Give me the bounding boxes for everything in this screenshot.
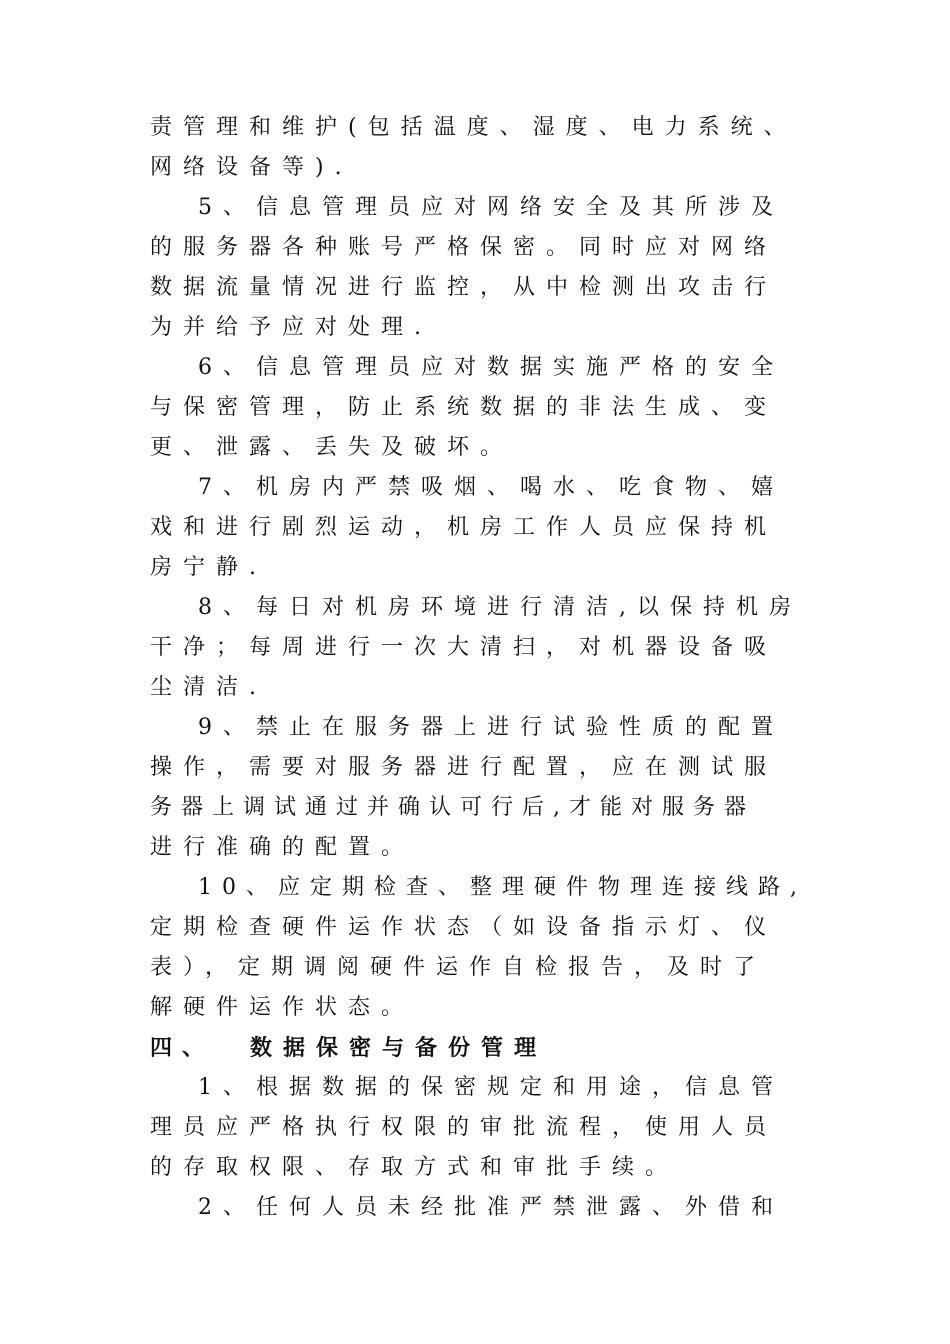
text-line: 尘清洁. [150,675,267,700]
text-line: 责管理和维护(包括温度、湿度、电力系统、 [150,115,797,140]
text-line: 的存取权限、存取方式和审批手续。 [150,1155,679,1180]
text-line: 为并给予应对处理. [150,315,432,340]
text-line: 务器上调试通过并确认可行后,才能对服务器 [150,795,755,820]
text-line: 1、根据数据的保密规定和用途，信息管 [198,1075,784,1100]
text-line: 干净；每周进行一次大清扫，对机器设备吸 [150,635,778,660]
section-number: 四、 [150,1035,215,1061]
text-line: 操作，需要对服务器进行配置，应在测试服 [150,755,778,780]
text-line: 数据流量情况进行监控，从中检测出攻击行 [150,275,778,300]
section-title: 数据保密与备份管理 [250,1035,548,1061]
text-line: 进行准确的配置。 [150,835,415,860]
text-line: 表），定期调阅硬件运作自检报告，及时了 [150,955,767,980]
text-line: 房宁静. [150,555,267,580]
text-line: 7、机房内严禁吸烟、喝水、吃食物、嬉 [198,475,784,500]
text-line: 戏和进行剧烈运动，机房工作人员应保持机 [150,515,778,540]
text-line: 与保密管理，防止系统数据的非法生成、变 [150,395,778,420]
text-line: 定期检查硬件运作状态（如设备指示灯、仪 [150,915,778,940]
text-line: 解硬件运作状态。 [150,995,415,1020]
text-line: 10、应定期检查、整理硬件物理连接线路, [198,875,807,900]
text-line: 更、泄露、丢失及破坏。 [150,435,514,460]
text-line: 网络设备等). [150,155,353,180]
text-line: 6、信息管理员应对数据实施严格的安全 [198,355,784,380]
text-line: 9、禁止在服务器上进行试验性质的配置 [198,715,784,740]
section-heading [150,1028,790,1068]
text-line: 理员应严格执行权限的审批流程，使用人员 [150,1115,778,1140]
text-line: 5、信息管理员应对网络安全及其所涉及 [198,195,784,220]
text-line: 2、任何人员未经批准严禁泄露、外借和 [198,1195,784,1220]
text-line: 的服务器各种账号严格保密。同时应对网络 [150,235,778,260]
text-line: 8、每日对机房环境进行清洁,以保持机房 [198,595,802,620]
